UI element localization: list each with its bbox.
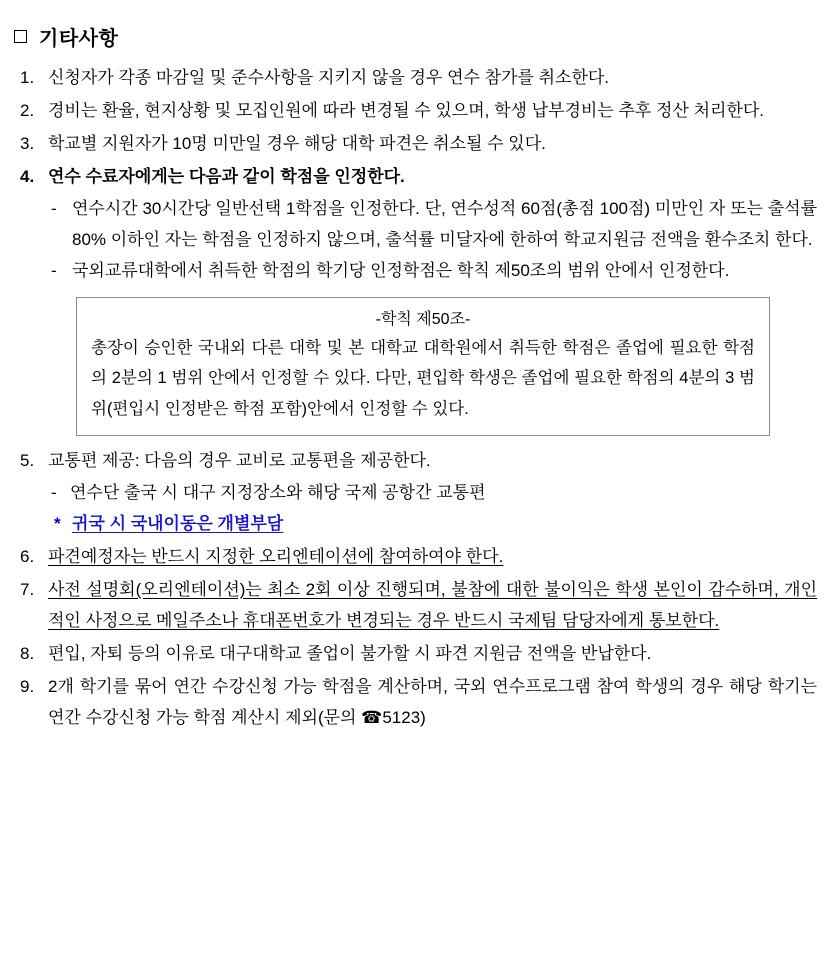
list-item-8-number: 8.: [20, 643, 35, 663]
list-item-9: [14, 672, 817, 734]
dash-item-5-1-text: 연수단 출국 시 대구 지정장소와 해당 국제 공항간 교통편: [70, 483, 486, 503]
list-item-7-number: 7.: [20, 579, 35, 599]
list-item-4-subitems: [48, 194, 817, 287]
list-item-5-text: 교통편 제공: 다음의 경우 교비로 교통편을 제공한다.: [48, 451, 431, 471]
list-item-6: [14, 542, 817, 573]
regulation-quote-box: [76, 297, 770, 437]
list-item-6-number: 6.: [20, 546, 35, 566]
regulation-quote-title: -학칙 제50조-: [375, 310, 471, 328]
list-item-1-text: 신청자가 각종 마감일 및 준수사항을 지키지 않을 경우 연수 참가를 취소한다.: [48, 68, 610, 87]
dash-marker: -: [51, 198, 57, 218]
list-item-5-number: 5.: [20, 451, 35, 471]
list-item-2-number: 2.: [20, 100, 35, 120]
list-item-5-subitems: [48, 478, 817, 540]
list-item-7: [14, 575, 817, 637]
list-item-7-text: 사전 설명회(오리엔테이션)는 최소 2회 이상 진행되며, 불참에 대한 불이익은 학생 본인이 감수하며, 개인적인 사정으로 메일주소나 휴대폰번호가 변경되는 경우 반드시 국제팀 담당자에게 통보한다.: [48, 579, 817, 630]
list-item-4-number: 4.: [20, 166, 35, 186]
list-item-1-number: 1.: [20, 68, 35, 87]
list-item-3-number: 3.: [20, 133, 35, 153]
list-item-5: [14, 446, 817, 540]
list-item-4: [14, 162, 817, 287]
page-title-text: 기타사항: [39, 28, 119, 50]
list-item-3: [14, 129, 817, 160]
page-title: [14, 22, 817, 51]
list-item-5-note-text: 귀국 시 국내이동은 개별부담: [72, 513, 284, 533]
list-item-3-text: 학교별 지원자가 10명 미만일 경우 해당 대학 파견은 취소될 수 있다.: [48, 133, 546, 153]
dash-item-4-2: [48, 256, 817, 287]
dash-item-5-1: [48, 478, 817, 509]
dash-list-5: [48, 478, 817, 509]
list-item-2: [14, 96, 817, 127]
regulation-quote-body: 총장이 승인한 국내외 다른 대학 및 본 대학교 대학원에서 취득한 학점은 졸업에 필요한 학점의 2분의 1 범위 안에서 인정할 수 있다. 다만, 편입학 학생은 졸업에 필요한 학점의 4분의 3 범위(편입시 인정받은 학점 포함)안에서 인정할 수 있다.: [91, 338, 755, 418]
notes-list: [14, 63, 817, 287]
asterisk-icon: *: [54, 513, 61, 533]
dash-list-4: [48, 194, 817, 287]
square-bullet-icon: [14, 30, 27, 43]
list-item-6-text: 파견예정자는 반드시 지정한 오리엔테이션에 참여하여야 한다.: [48, 546, 504, 566]
list-item-1: [14, 63, 817, 94]
list-item-9-number: 9.: [20, 676, 35, 696]
list-item-5-note: [48, 509, 817, 540]
notes-list-continued: [14, 446, 817, 733]
dash-item-4-1-text: 연수시간 30시간당 일반선택 1학점을 인정한다. 단, 연수성적 60점(총점 100점) 미만인 자 또는 출석률 80% 이하인 자는 학점을 인정하지 않으며, 출석률 미달자에 한하여 학교지원금 전액을 환수조치 한다.: [72, 198, 817, 249]
list-item-4-text: 연수 수료자에게는 다음과 같이 학점을 인정한다.: [48, 166, 405, 186]
dash-marker: -: [51, 483, 57, 503]
list-item-2-text: 경비는 환율, 현지상황 및 모집인원에 따라 변경될 수 있으며, 학생 납부경비는 추후 정산 처리한다.: [48, 100, 765, 120]
dash-marker: -: [51, 260, 57, 280]
list-item-8-text: 편입, 자퇴 등의 이유로 대구대학교 졸업이 불가할 시 파견 지원금 전액을 반납한다.: [48, 643, 652, 663]
dash-item-4-2-text: 국외교류대학에서 취득한 학점의 학기당 인정학점은 학칙 제50조의 범위 안에서 인정한다.: [72, 260, 730, 280]
dash-item-4-1: [48, 194, 817, 256]
list-item-9-text: 2개 학기를 묶어 연간 수강신청 가능 학점을 계산하며, 국외 연수프로그램 참여 학생의 경우 해당 학기는 연간 수강신청 가능 학점 계산시 제외(문의 ☎5123): [48, 676, 817, 727]
list-item-8: [14, 639, 817, 670]
